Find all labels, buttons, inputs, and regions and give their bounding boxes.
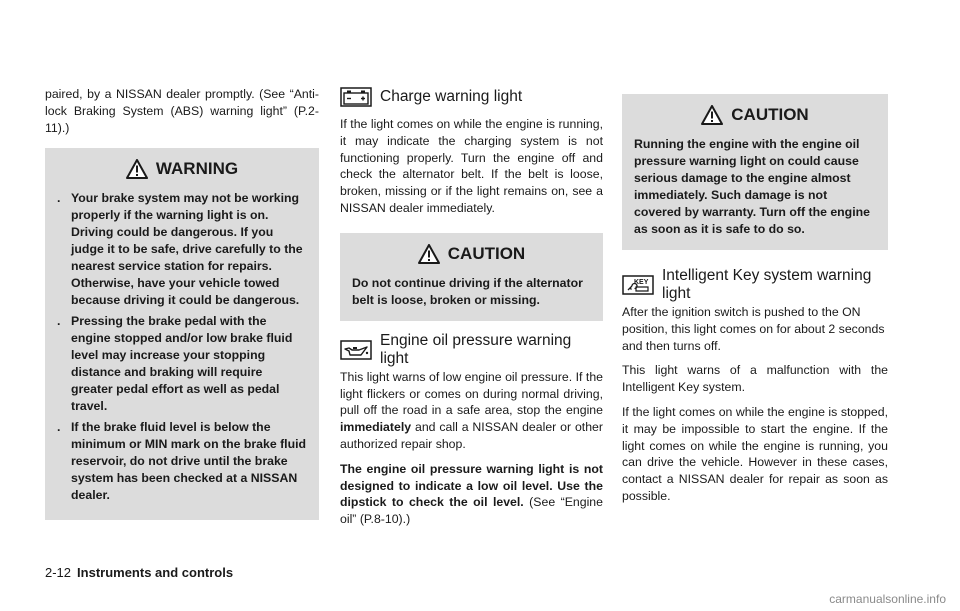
battery-icon bbox=[340, 87, 372, 107]
intelligent-key-text-3: If the light comes on while the engine is stopped, it may be impossible to start the engine. If the light comes on while the engine is running, you can drive the vehicle. However in these cases, contact a NISSAN dealer for repair as soon as possible. bbox=[622, 404, 888, 503]
caution-box bbox=[622, 94, 888, 250]
caution-title: CAUTION bbox=[731, 105, 809, 124]
warning-box bbox=[45, 148, 319, 520]
caution-title: CAUTION bbox=[447, 243, 526, 263]
intelligent-key-heading bbox=[622, 267, 888, 302]
watermark: carmanualsonline.info bbox=[829, 592, 946, 606]
caution-header bbox=[352, 243, 591, 265]
caution-box bbox=[340, 233, 603, 321]
warning-bullet: . Pressing the brake pedal with the engine stopped and/or low brake fluid level may increase your stopping distance and braking will require greater pedal effort as well as pedal travel. bbox=[57, 314, 293, 414]
charge-warning-heading bbox=[340, 86, 603, 108]
svg-text:KEY: KEY bbox=[634, 279, 649, 286]
warning-header bbox=[57, 158, 307, 180]
column-1 bbox=[45, 86, 319, 534]
intro-paragraph: paired, by a NISSAN dealer promptly. (See “Anti-lock Braking System (ABS) warning light” (P.2-11).) bbox=[45, 87, 319, 135]
warning-bullet: . Your brake system may not be working properly if the warning light is on. Driving could be dangerous. If you judge it to be safe, drive carefully to the nearest service station for repairs. Otherwise, have your vehicle towed because driving it could be dangerous. bbox=[57, 191, 303, 308]
oil-pressure-title: Engine oil pressure warning light bbox=[380, 331, 572, 367]
oil-pressure-heading bbox=[340, 331, 603, 367]
section-title: Instruments and controls bbox=[77, 565, 234, 580]
charge-warning-text: If the light comes on while the engine is running, it may indicate the charging system is not functioning properly. Turn the engine off and check the alternator belt. If the belt is loose, broken, missing or if the light remains on, see a NISSAN dealer immediately. bbox=[340, 117, 603, 215]
page-number: 2-12 bbox=[45, 565, 72, 580]
intelligent-key-text-2: This light warns of a malfunction with the Intelligent Key system. bbox=[622, 363, 888, 395]
warning-title: WARNING bbox=[155, 159, 239, 179]
warning-bullet: . If the brake fluid level is below the minimum or MIN mark on the brake fluid reservoir, do not drive until the brake system has been checked at a NISSAN dealer. bbox=[57, 420, 307, 503]
page-footer bbox=[45, 565, 233, 580]
column-3 bbox=[622, 94, 888, 513]
charge-warning-title: Charge warning light bbox=[380, 88, 523, 105]
oil-can-icon bbox=[340, 340, 372, 360]
warning-body bbox=[57, 190, 307, 504]
column-2 bbox=[340, 86, 603, 536]
intelligent-key-text-1: After the ignition switch is pushed to the ON position, this light comes on for about 2 seconds and then turns off. bbox=[622, 305, 885, 353]
warning-triangle-icon bbox=[701, 105, 723, 125]
caution-text: Running the engine with the engine oil pressure warning light on could cause serious damage to the engine almost immediately. Such damage is not covered by warranty. Turn off the engine as soon as it is safe to do so. bbox=[634, 137, 870, 236]
oil-level-note: The engine oil pressure warning light is not designed to indicate a low oil level. Use the dipstick to check the oil level. (See “Engine oil” (P.8-10).) bbox=[340, 461, 603, 527]
warning-triangle-icon bbox=[126, 159, 148, 179]
key-icon bbox=[622, 275, 654, 295]
immediately-emphasis: immediately bbox=[340, 420, 412, 435]
intelligent-key-title: Intelligent Key system warning light bbox=[662, 267, 872, 302]
warning-triangle-icon bbox=[418, 244, 440, 264]
oil-pressure-text: This light warns of low engine oil pressure. If the light flickers or comes on during normal driving, pull off the road in a safe area, stop the engine immediately and call a NISSAN dealer or other authorized repair shop. bbox=[340, 369, 603, 451]
caution-header bbox=[634, 104, 876, 126]
caution-text: Do not continue driving if the alternator belt is loose, broken or missing. bbox=[352, 275, 583, 307]
engine-oil-reference: (See “Engine oil” (P.8-10).) bbox=[340, 495, 603, 527]
